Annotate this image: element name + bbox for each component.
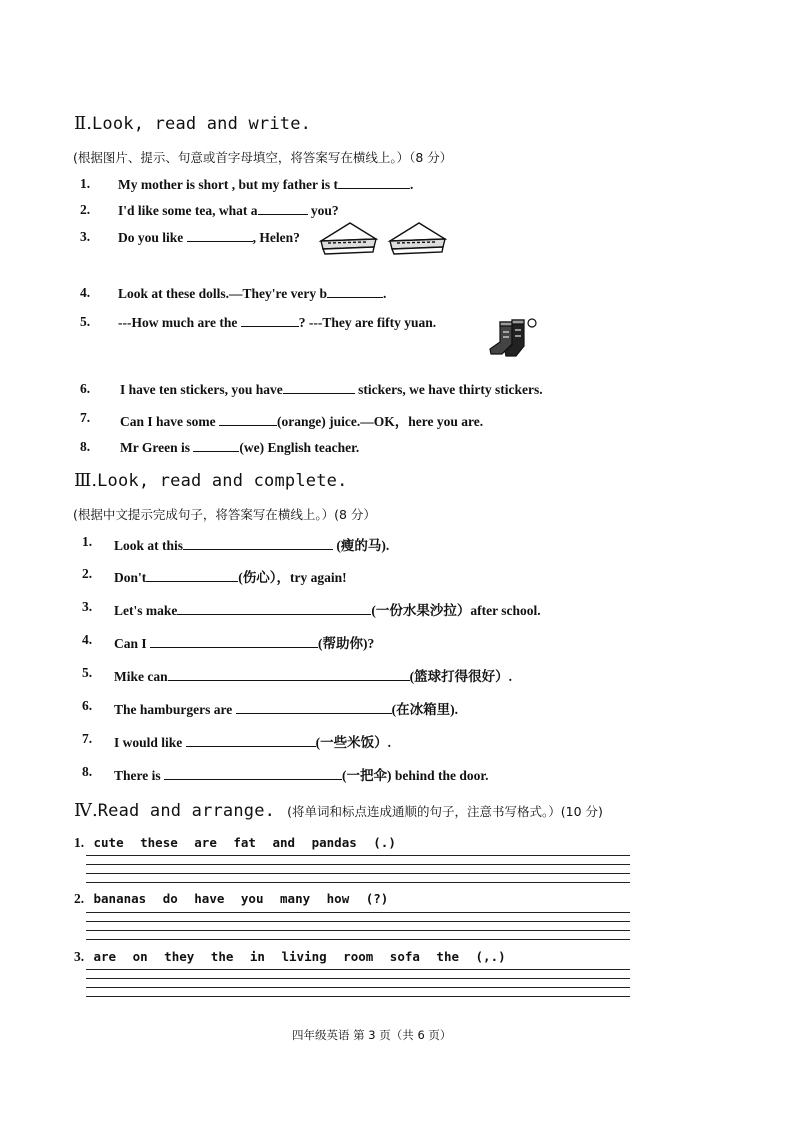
item-text: Can I have some (orange) juice.—OK，here you are. (120, 414, 484, 429)
answer-blank[interactable] (186, 734, 316, 747)
writing-line[interactable] (86, 912, 630, 913)
section-4-numeral: Ⅳ. (74, 800, 98, 821)
section-3-numeral: Ⅲ. (74, 470, 98, 491)
item-number: 4. (82, 632, 93, 647)
item-text: ---How much are the ? ---They are fifty yuan. (118, 315, 437, 330)
item-text: I would like (一些米饭）. (114, 735, 392, 750)
item-number: 8. (80, 439, 91, 454)
sandwich-icon (318, 219, 448, 259)
writing-line[interactable] (86, 978, 630, 979)
item-text: Look at this (瘦的马). (114, 538, 390, 553)
item-number: 2. (74, 891, 85, 906)
item-number: 5. (82, 665, 93, 680)
writing-line[interactable] (86, 930, 630, 931)
item-number: 3. (74, 949, 85, 964)
writing-line[interactable] (86, 969, 630, 970)
item-text: I'd like some tea, what a you? (118, 203, 339, 218)
item-number: 3. (82, 599, 93, 614)
item-number: 4. (80, 285, 91, 300)
section-2-instructions: (根据图片、提示、句意或首字母填空，将答案写在横线上。）（8 分） (73, 150, 453, 165)
writing-line[interactable] (86, 855, 630, 856)
writing-line[interactable] (86, 864, 630, 865)
answer-blank[interactable] (164, 767, 342, 780)
item-number: 7. (80, 410, 91, 425)
writing-line[interactable] (86, 921, 630, 922)
item-number: 6. (82, 698, 93, 713)
section-4-heading (74, 800, 603, 821)
answer-blank[interactable] (236, 701, 392, 714)
writing-line[interactable] (86, 873, 630, 874)
section-2-title: Look, read and write. (91, 114, 312, 134)
answer-blank[interactable] (219, 413, 277, 426)
item-number: 1. (74, 835, 85, 850)
item-number: 5. (80, 314, 91, 329)
s4-item-2 (74, 891, 388, 907)
item-number: 2. (82, 566, 93, 581)
section-3-instructions: (根据中文提示完成句子，将答案写在横线上。）(8 分） (73, 507, 376, 522)
s4-item-1 (74, 835, 396, 851)
item-number: 1. (80, 176, 91, 191)
writing-line[interactable] (86, 939, 630, 940)
item-text: Do you like , Helen? (118, 230, 300, 245)
item-text: The hamburgers are (在冰箱里). (114, 702, 458, 717)
s4-item-3 (74, 949, 506, 965)
scrambled-words: bananas do have you many how (?) (93, 891, 389, 906)
answer-blank[interactable] (187, 229, 253, 242)
item-number: 6. (80, 381, 91, 396)
item-number: 1. (82, 534, 93, 549)
scrambled-words: cute these are fat and pandas (.) (93, 835, 396, 850)
section-2-heading (74, 113, 311, 134)
item-number: 7. (82, 731, 93, 746)
item-text: Mike can (篮球打得很好）. (114, 669, 512, 684)
section-2-numeral: Ⅱ. (74, 113, 92, 134)
section-4-title: Read and arrange. (97, 801, 276, 821)
answer-blank[interactable] (193, 439, 239, 452)
writing-line[interactable] (86, 882, 630, 883)
item-text: Look at these dolls.—They're very b . (118, 286, 387, 301)
writing-line[interactable] (86, 987, 630, 988)
section-4-instructions: (将单词和标点连成通顺的句子，注意书写格式。）(10 分) (287, 804, 603, 819)
answer-blank[interactable] (177, 602, 371, 615)
answer-blank[interactable] (183, 537, 333, 550)
section-3-title: Look, read and complete. (97, 471, 348, 491)
answer-blank[interactable] (283, 381, 355, 394)
item-text: Mr Green is (we) English teacher. (120, 440, 360, 455)
item-text: My mother is short , but my father is t . (118, 177, 414, 192)
scrambled-words: are on they the in living room sofa the (,.) (93, 949, 506, 964)
answer-blank[interactable] (150, 635, 318, 648)
writing-line[interactable] (86, 996, 630, 997)
answer-blank[interactable] (338, 176, 410, 189)
answer-blank[interactable] (146, 569, 238, 582)
answer-blank[interactable] (168, 668, 410, 681)
answer-blank[interactable] (258, 202, 308, 215)
answer-blank[interactable] (241, 314, 299, 327)
item-text: Can I (帮助你)? (114, 636, 375, 651)
item-text: I have ten stickers, you have stickers, we have thirty stickers. (120, 382, 543, 397)
item-text: Don't (伤心），try again! (114, 570, 347, 585)
page-footer: 四年级英语 第 3 页（共 6 页） (292, 1028, 452, 1042)
section-3-heading (74, 470, 348, 491)
item-text: Let's make (一份水果沙拉）after school. (114, 603, 541, 618)
item-number: 8. (82, 764, 93, 779)
socks-icon (486, 316, 542, 360)
item-number: 2. (80, 202, 91, 217)
answer-blank[interactable] (327, 285, 383, 298)
item-number: 3. (80, 229, 91, 244)
item-text: There is (一把伞) behind the door. (114, 768, 489, 783)
